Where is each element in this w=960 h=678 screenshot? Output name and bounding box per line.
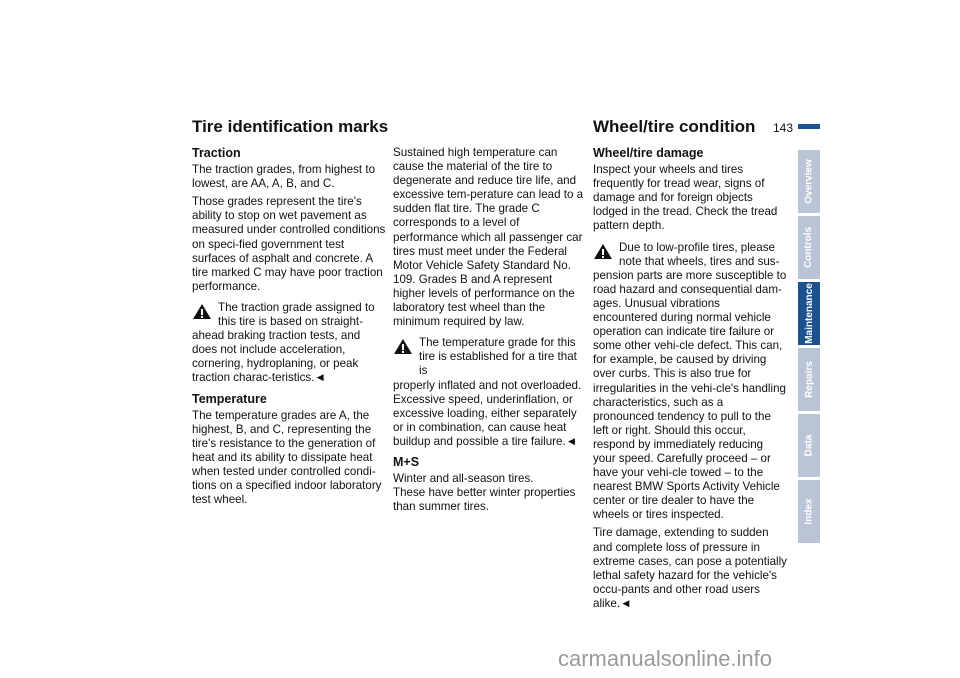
tab-label: Repairs	[803, 361, 815, 398]
tab-maintenance[interactable]	[798, 282, 820, 345]
temperature-paragraph-1: The temperature grades are A, the highest, B, and C, representing the tire's resistance to the generation of heat and its ability to dissipate heat when tested under controlled condi-tions on a specified indoor laboratory test wheel.	[192, 408, 382, 507]
wheel-damage-paragraph-2: Tire damage, extending to sudden and complete loss of pressure in extreme cases, can pose a potentially lethal safety hazard for the vehicle's occu-pants and other road users alike.◄	[593, 526, 787, 610]
column-right	[593, 146, 787, 615]
tab-label: Index	[803, 498, 815, 525]
tab-label: Data	[803, 434, 815, 457]
section-title-right: Wheel/tire condition	[593, 117, 756, 136]
tab-label: Maintenance	[803, 283, 815, 344]
ms-paragraph-1: Winter and all-season tires.	[393, 472, 534, 486]
wheel-damage-paragraph-1: Inspect your wheels and tires frequently for tread wear, signs of damage and for foreign objects lodged in the tread. Check the tread pattern depth.	[593, 163, 778, 233]
warning-text-rest: properly inflated and not overloaded. Excessive speed, underinflation, or excessive loading, either separately or in combination, can cause heat buildup and possible a tire failure.◄	[393, 378, 582, 448]
tab-controls[interactable]	[798, 216, 820, 279]
temperature-heading: Temperature	[192, 391, 267, 406]
tab-data[interactable]	[798, 414, 820, 477]
watermark: carmanualsonline.info	[558, 646, 773, 671]
tab-label: Overview	[803, 159, 815, 204]
traction-heading: Traction	[192, 146, 241, 160]
accent-bar	[798, 124, 820, 129]
warning-text-first: The temperature grade for this tire is established for a tire that is	[419, 336, 577, 378]
wheel-damage-heading: Wheel/tire damage	[593, 146, 704, 160]
page-number: 143	[773, 121, 794, 135]
section-title-left: Tire identification marks	[192, 117, 389, 136]
temperature-paragraph-2: Sustained high temperature can cause the material of the tire to degenerate and reduce tire life, and excessive tem-perature can lead to a sudden flat tire. The grade C corresponds to a level of performance which all passenger car tires must meet under the Federal Motor Vehicle Safety Standard No. 109. Grades B and A represent higher levels of performance on the laboratory test wheel than the minimum required by law.	[393, 146, 584, 329]
tab-overview[interactable]	[798, 150, 820, 213]
warning-text-rest: pension parts are more susceptible to road hazard and consequential dam-ages. Unusual vibrations encountered during normal vehicle operation can indicate tire failure or some other vehi-cle defect. This can, for example, be caused by driving over curbs. This is also true for irregularities in the vehi-cle's handling characteristics, such as a pronounced tendency to pull to the left or right. Should this occur, respond by immediately reducing your speed. Carefully proceed – or have your vehi-cle towed – to the nearest BMW Sports Activity Vehicle center or tire dealer to have the wheels or tires inspected.	[593, 268, 787, 522]
traction-paragraph-1: The traction grades, from highest to lowest, are AA, A, B, and C.	[192, 163, 376, 191]
warning-note-temperature	[393, 336, 587, 449]
tab-index[interactable]	[798, 480, 820, 543]
warning-note-damage	[593, 241, 787, 523]
warning-text-rest: ahead braking traction tests, and does not include acceleration, cornering, hydroplaning, or peak traction charac-teristics.◄	[192, 329, 361, 385]
tab-label: Controls	[803, 226, 815, 269]
warning-text-first: The traction grade assigned to this tire is based on straight-	[218, 300, 375, 329]
warning-icon	[192, 303, 212, 320]
warning-note-traction	[192, 301, 386, 386]
column-middle	[393, 146, 587, 518]
ms-paragraph-2: These have better winter properties than summer tires.	[393, 486, 576, 514]
column-left	[192, 146, 386, 511]
warning-icon	[393, 338, 413, 355]
warning-icon	[593, 243, 613, 260]
warning-text-first: Due to low-profile tires, please note that wheels, tires and sus-	[619, 240, 780, 268]
tab-repairs[interactable]	[798, 348, 820, 411]
traction-paragraph-2: Those grades represent the tire's ability to stop on wet pavement as measured under controlled conditions on speci-fied government test surfaces of asphalt and concrete. A tire marked C may have poor traction performance.	[192, 195, 386, 293]
ms-heading: M+S	[393, 454, 420, 469]
